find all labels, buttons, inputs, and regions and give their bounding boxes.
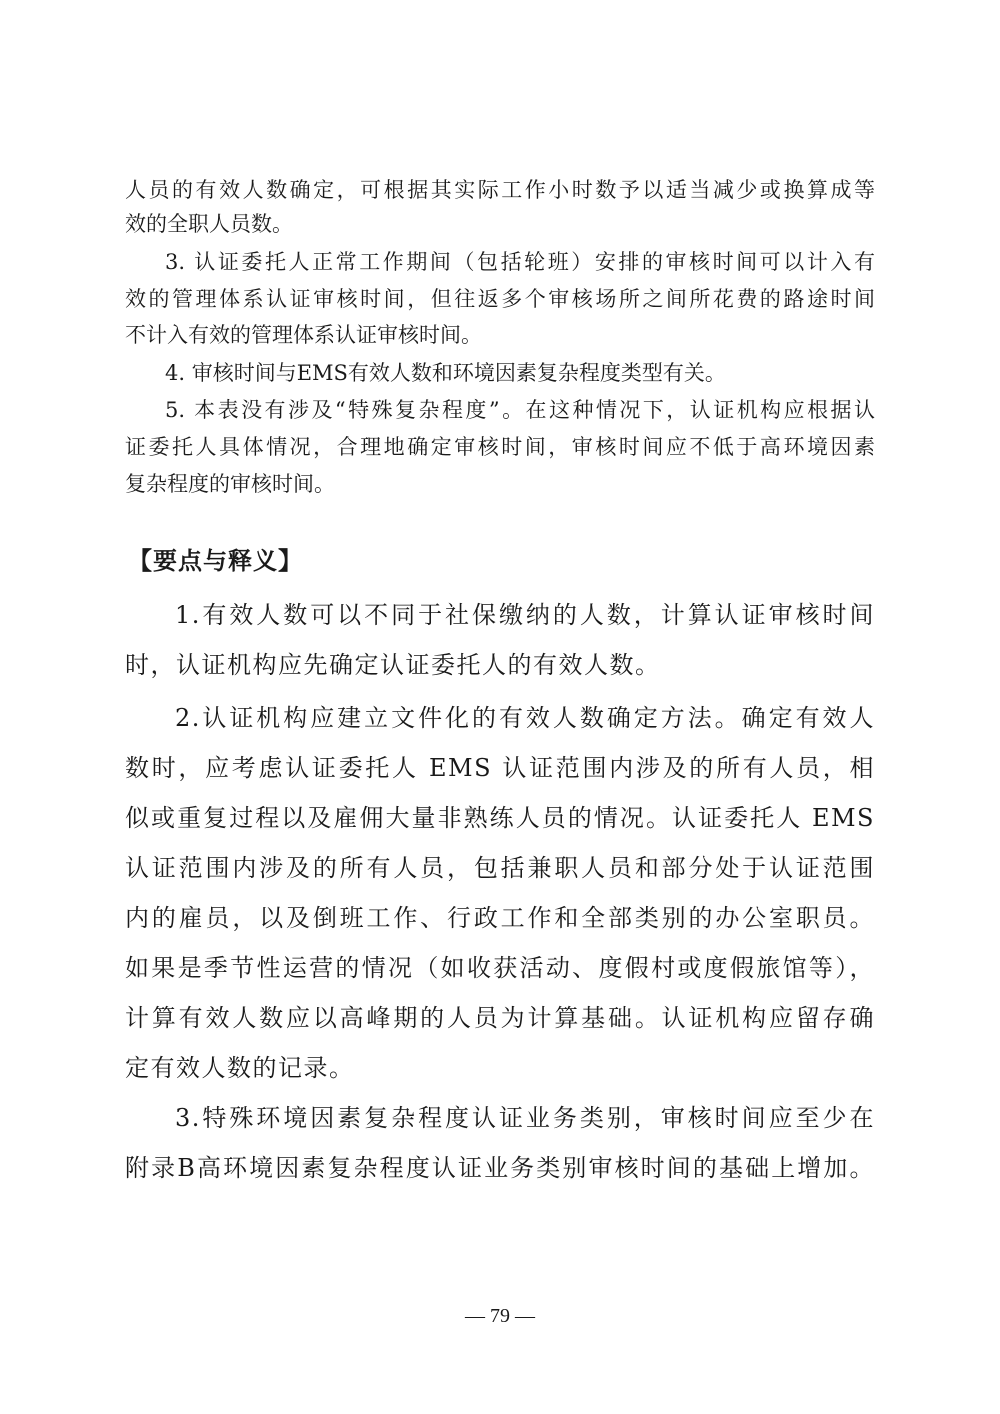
note-line-8: 证委托人具体情况，合理地确定审核时间，审核时间应不低于高环境因素 [125, 435, 875, 459]
section-heading: 【要点与释义】 [128, 547, 303, 575]
body-line-10: 定有效人数的记录。 [125, 1054, 355, 1082]
page-number: — 79 — [465, 1305, 535, 1327]
note-line-2: 效的全职人员数。 [125, 212, 293, 236]
note-line-5: 不计入有效的管理体系认证审核时间。 [125, 323, 482, 347]
body-line-2: 时，认证机构应先确定认证委托人的有效人数。 [125, 651, 661, 679]
note-line-7: 5. 本表没有涉及“特殊复杂程度”。在这种情况下，认证机构应根据认 [165, 398, 875, 422]
body-line-1: 1.有效人数可以不同于社保缴纳的人数，计算认证审核时间 [175, 601, 875, 629]
body-line-4: 数时，应考虑认证委托人 EMS 认证范围内涉及的所有人员，相 [125, 754, 875, 782]
note-line-6: 4. 审核时间与EMS有效人数和环境因素复杂程度类型有关。 [165, 361, 726, 385]
note-line-9: 复杂程度的审核时间。 [125, 472, 335, 496]
body-line-7: 内的雇员，以及倒班工作、行政工作和全部类别的办公室职员。 [125, 904, 875, 932]
body-line-8: 如果是季节性运营的情况（如收获活动、度假村或度假旅馆等）， [125, 954, 875, 982]
body-line-6: 认证范围内涉及的所有人员，包括兼职人员和部分处于认证范围 [125, 854, 875, 882]
note-line-4: 效的管理体系认证审核时间，但往返多个审核场所之间所花费的路途时间 [125, 287, 875, 311]
body-line-5: 似或重复过程以及雇佣大量非熟练人员的情况。认证委托人 EMS [125, 804, 875, 832]
body-line-3: 2.认证机构应建立文件化的有效人数确定方法。确定有效人 [175, 704, 875, 732]
body-line-9: 计算有效人数应以高峰期的人员为计算基础。认证机构应留存确 [125, 1004, 875, 1032]
body-line-11: 3.特殊环境因素复杂程度认证业务类别，审核时间应至少在 [175, 1104, 875, 1132]
note-line-1: 人员的有效人数确定，可根据其实际工作小时数予以适当减少或换算成等 [125, 178, 875, 202]
note-line-3: 3. 认证委托人正常工作期间（包括轮班）安排的审核时间可以计入有 [165, 250, 875, 274]
body-line-12: 附录B高环境因素复杂程度认证业务类别审核时间的基础上增加。 [125, 1154, 875, 1182]
